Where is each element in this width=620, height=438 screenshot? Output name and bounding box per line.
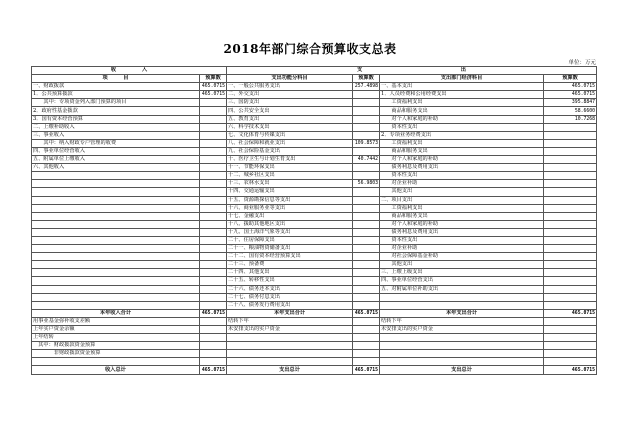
func-item-cell: 三、国防支出 [227,99,353,107]
econ-item-cell: 其他支出 [380,188,544,196]
budget-summary-table [31,66,597,375]
income-item-cell [32,285,200,293]
func-item-cell: 二十四、其他支出 [227,269,353,277]
func-subtotal-label: 本年支出合计 [227,309,353,317]
table-row [32,131,597,139]
carry-econ-value [544,317,597,325]
income-value-cell [200,253,227,261]
income-value-cell [200,99,227,107]
carry-income-label: 非财政拨款资金预算 [32,350,200,358]
func-value-cell: 109.8573 [353,139,380,147]
func-value-cell [353,301,380,309]
econ-item-cell: 2．专项业务经费支出 [380,131,544,139]
carry-econ-value [544,342,597,350]
func-item-cell: 一、一般公共服务支出 [227,83,353,91]
income-item-cell: 3．国有资本经营预算 [32,115,200,123]
carry-income-label: 其中：财政拨款资金预算 [32,342,200,350]
func-item-cell: 九、社会保险基金支出 [227,147,353,155]
table-row [32,253,597,261]
income-item-cell: 其中：专项资金列入部门预算的项目 [32,99,200,107]
carry-income-value [200,350,227,358]
income-value-cell [200,285,227,293]
econ-item-cell: 一、基本支出 [380,83,544,91]
econ-subject-header: 支出部门经济科目 [380,75,544,83]
econ-value-cell [544,236,597,244]
carry-row [32,326,597,334]
page-title: 2018年部门综合预算收支总表 [223,42,397,56]
func-value-cell [353,115,380,123]
item-header: 项 目 [32,75,200,83]
func-item-cell: 十四、交通运输支出 [227,188,353,196]
table-row [32,285,597,293]
econ-value-cell [544,188,597,196]
carry-func-label: 结转下年 [227,317,353,325]
func-item-cell: 十六、商业服务业等支出 [227,204,353,212]
econ-value-cell [544,180,597,188]
func-item-cell: 十七、金融支出 [227,212,353,220]
income-subtotal-label: 本年收入合计 [32,309,200,317]
carry-econ-label [380,358,544,366]
econ-value-cell [544,269,597,277]
econ-value-cell [544,156,597,164]
carry-func-value [353,334,380,342]
income-value-cell [200,147,227,155]
table-row [32,212,597,220]
econ-value-cell: 465.0715 [544,83,597,91]
income-header: 收 入 [32,67,227,75]
income-value-cell [200,245,227,253]
econ-value-cell [544,228,597,236]
table-row [32,188,597,196]
econ-subtotal-value: 465.0715 [544,309,597,317]
income-value-cell: 465.0715 [200,91,227,99]
income-item-cell: 2．政府性基金拨款 [32,107,200,115]
func-item-cell: 十二、城乡社区支出 [227,172,353,180]
table-row [32,147,597,155]
func-subject-header: 支出功能分科目 [227,75,353,83]
income-value-cell [200,156,227,164]
carry-econ-label [380,350,544,358]
econ-item-cell: 对企业补助 [380,180,544,188]
carry-income-value [200,342,227,350]
econ-item-cell: 四、事业单位经营支出 [380,277,544,285]
income-item-cell [32,228,200,236]
func-value-cell [353,212,380,220]
income-item-cell [32,301,200,309]
func-value-cell [353,293,380,301]
income-item-cell [32,188,200,196]
econ-item-cell: 对个人和家庭的补助 [380,115,544,123]
econ-item-cell: 资本性支出 [380,123,544,131]
income-value-cell [200,107,227,115]
unit-label: 单位：万元 [568,60,596,66]
func-value-cell [353,91,380,99]
econ-item-cell [380,301,544,309]
econ-value-cell [544,285,597,293]
func-item-cell: 二十、住房保障支出 [227,236,353,244]
econ-value-cell: 465.0715 [544,91,597,99]
income-item-cell [32,277,200,285]
func-item-cell: 七、文化体育与传媒支出 [227,131,353,139]
income-value-cell [200,131,227,139]
income-item-cell [32,245,200,253]
carry-row [32,334,597,342]
income-value-cell [200,115,227,123]
func-value-cell [353,123,380,131]
income-item-cell [32,269,200,277]
carry-func-value [353,358,380,366]
header-row-2 [32,75,597,83]
income-item-cell [32,236,200,244]
carry-func-label [227,350,353,358]
carry-func-value [353,326,380,334]
econ-item-cell: 商品和服务支出 [380,147,544,155]
carry-econ-value [544,326,597,334]
table-row [32,293,597,301]
table-row [32,107,597,115]
income-item-cell: 三、事业收入 [32,131,200,139]
income-item-cell [32,204,200,212]
income-value-cell [200,164,227,172]
income-item-cell: 一、财政拨款 [32,83,200,91]
grand-total-row [32,366,597,374]
table-row [32,245,597,253]
income-total-value: 465.0715 [200,366,227,374]
func-value-cell [353,99,380,107]
carry-row [32,342,597,350]
carry-income-label [32,358,200,366]
income-item-cell [32,172,200,180]
income-total-label: 收入总计 [32,366,200,374]
econ-value-cell [544,212,597,220]
carry-econ-value [544,334,597,342]
econ-item-cell: 资本性支出 [380,236,544,244]
carry-func-label: 未安排支出的实户资金 [227,326,353,334]
expense-header: 支 出 [227,67,597,75]
carry-income-value [200,358,227,366]
income-value-cell [200,139,227,147]
econ-item-cell [380,293,544,301]
income-item-cell: 二、上缴补助收入 [32,123,200,131]
table-row [32,164,597,172]
func-item-cell: 二十八、债务发行费用支出 [227,301,353,309]
func-item-cell: 八、社会保障和就业支出 [227,139,353,147]
econ-item-cell: 对社会保障基金补助 [380,253,544,261]
func-item-cell: 二十三、预备费 [227,261,353,269]
subtotal-row [32,309,597,317]
carry-econ-value [544,358,597,366]
func-item-cell: 二十一、粮油物资储备支出 [227,245,353,253]
econ-subtotal-label: 本年支出合计 [380,309,544,317]
econ-value-cell [544,220,597,228]
econ-item-cell: 对企业补助 [380,245,544,253]
func-value-cell [353,147,380,155]
func-value-cell [353,172,380,180]
income-item-cell [32,261,200,269]
func-value-cell [353,228,380,236]
func-value-cell [353,236,380,244]
econ-total-label: 支出总计 [380,366,544,374]
table-row [32,228,597,236]
carry-econ-label [380,342,544,350]
table-row [32,269,597,277]
econ-value-cell: 395.8847 [544,99,597,107]
func-item-cell: 二十七、债务付息支出 [227,293,353,301]
income-item-cell [32,293,200,301]
econ-item-cell: 工资福利支出 [380,204,544,212]
econ-item-cell: 对个人和家庭的补助 [380,220,544,228]
func-item-cell: 四、公共安全支出 [227,107,353,115]
econ-value-cell: 58.6600 [544,107,597,115]
func-value-cell [353,269,380,277]
carry-income-label: 上年结转 [32,334,200,342]
carry-row [32,358,597,366]
income-item-cell: 其中：纳入财政专户管理的收费 [32,139,200,147]
econ-item-cell: 五、对附属单位补助支出 [380,285,544,293]
econ-value-cell: 10.7268 [544,115,597,123]
econ-budget-header: 预算数 [544,75,597,83]
carry-income-label: 用事业基金弥补收支差额 [32,317,200,325]
econ-value-cell [544,204,597,212]
income-value-cell [200,277,227,285]
header-row-1 [32,67,597,75]
table-row [32,83,597,91]
carry-func-label [227,358,353,366]
func-item-cell: 二、外交支出 [227,91,353,99]
income-value-cell [200,261,227,269]
econ-item-cell: 工资福利支出 [380,99,544,107]
func-item-cell: 十一、节能环保支出 [227,164,353,172]
func-item-cell: 二十六、债务还本支出 [227,285,353,293]
func-item-cell: 二十二、国有资本经营预算支出 [227,253,353,261]
func-value-cell [353,277,380,285]
table-row [32,301,597,309]
income-item-cell: 1．公共预算拨款 [32,91,200,99]
econ-item-cell: 1．人员经费和公用经费支出 [380,91,544,99]
carry-row [32,317,597,325]
table-row [32,91,597,99]
carry-income-label: 上年实户资金余额 [32,326,200,334]
income-value-cell [200,180,227,188]
func-total-label: 支出总计 [227,366,353,374]
func-item-cell: 十五、资源勘探信息等支出 [227,196,353,204]
table-row [32,99,597,107]
income-item-cell [32,180,200,188]
econ-item-cell: 资本性支出 [380,172,544,180]
carry-econ-label: 结转下年 [380,317,544,325]
income-value-cell [200,196,227,204]
econ-item-cell: 债务利息及费用支出 [380,164,544,172]
econ-item-cell: 二、项目支出 [380,196,544,204]
func-value-cell [353,188,380,196]
income-item-cell: 四、事业单位经营收入 [32,147,200,155]
carry-income-value [200,326,227,334]
income-value-cell [200,269,227,277]
func-item-cell: 五、教育支出 [227,115,353,123]
func-budget-header: 预算数 [353,75,380,83]
carry-income-value [200,334,227,342]
econ-item-cell: 商品和服务支出 [380,212,544,220]
income-subtotal-value: 465.0715 [200,309,227,317]
econ-value-cell [544,245,597,253]
func-item-cell: 十八、援助其他地区支出 [227,220,353,228]
func-value-cell [353,107,380,115]
carry-func-value [353,342,380,350]
func-value-cell [353,196,380,204]
income-value-cell [200,220,227,228]
income-value-cell: 465.0715 [200,83,227,91]
income-value-cell [200,301,227,309]
carry-econ-label: 未安排支出的实户资金 [380,326,544,334]
econ-value-cell [544,123,597,131]
table-row [32,139,597,147]
func-value-cell [353,261,380,269]
income-item-cell [32,212,200,220]
func-value-cell [353,253,380,261]
econ-value-cell [544,172,597,180]
income-item-cell [32,196,200,204]
func-subtotal-value: 465.0715 [353,309,380,317]
func-item-cell: 十、医疗卫生与计划生育支出 [227,156,353,164]
table-row [32,261,597,269]
func-value-cell [353,285,380,293]
carry-econ-label [380,334,544,342]
func-item-cell: 六、科学技术支出 [227,123,353,131]
econ-item-cell: 工资福利支出 [380,139,544,147]
econ-item-cell: 商品和服务支出 [380,107,544,115]
econ-value-cell [544,301,597,309]
table-row [32,115,597,123]
econ-value-cell [544,253,597,261]
income-item-cell: 六、其他收入 [32,164,200,172]
func-value-cell: 40.7442 [353,156,380,164]
income-value-cell [200,123,227,131]
econ-item-cell: 其他支出 [380,261,544,269]
econ-item-cell: 对个人和家庭的补助 [380,156,544,164]
econ-total-value: 465.0715 [544,366,597,374]
carry-row [32,350,597,358]
table-row [32,220,597,228]
table-row [32,204,597,212]
func-value-cell: 257.4898 [353,83,380,91]
func-item-cell: 十三、农林水支出 [227,180,353,188]
table-row [32,123,597,131]
income-item-cell [32,253,200,261]
carry-econ-value [544,350,597,358]
table-row [32,277,597,285]
income-value-cell [200,212,227,220]
econ-value-cell [544,261,597,269]
income-budget-header: 预算数 [200,75,227,83]
carry-func-value [353,317,380,325]
carry-func-label [227,342,353,350]
income-value-cell [200,172,227,180]
table-row [32,196,597,204]
func-value-cell: 56.9803 [353,180,380,188]
func-total-value: 465.0715 [353,366,380,374]
func-item-cell: 二十五、转移性支出 [227,277,353,285]
table-row [32,236,597,244]
func-value-cell [353,204,380,212]
func-value-cell [353,245,380,253]
income-value-cell [200,236,227,244]
table-row [32,172,597,180]
income-item-cell: 五、附属单位上缴收入 [32,156,200,164]
carry-income-value [200,317,227,325]
income-value-cell [200,293,227,301]
econ-item-cell: 债务利息及费用支出 [380,228,544,236]
carry-func-value [353,350,380,358]
econ-value-cell [544,164,597,172]
econ-value-cell [544,139,597,147]
func-item-cell: 十九、国土海洋气象等支出 [227,228,353,236]
func-value-cell [353,131,380,139]
income-value-cell [200,228,227,236]
econ-value-cell [544,147,597,155]
table-row [32,156,597,164]
econ-value-cell [544,277,597,285]
income-value-cell [200,188,227,196]
income-item-cell [32,220,200,228]
econ-value-cell [544,131,597,139]
econ-value-cell [544,196,597,204]
func-value-cell [353,220,380,228]
carry-func-label [227,334,353,342]
table-row [32,180,597,188]
econ-value-cell [544,293,597,301]
income-value-cell [200,204,227,212]
func-value-cell [353,164,380,172]
econ-item-cell: 三、上缴上级支出 [380,269,544,277]
